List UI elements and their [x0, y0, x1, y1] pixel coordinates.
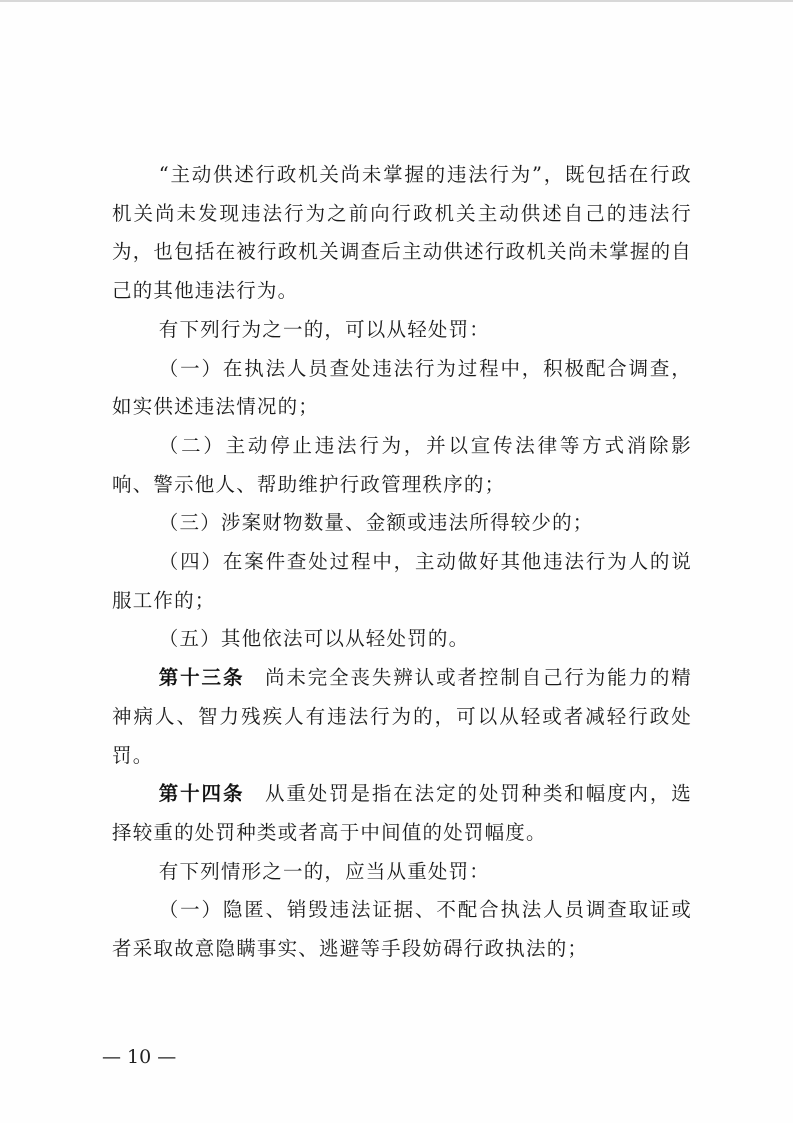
paragraph-voluntary-confession: “主动供述行政机关尚未掌握的违法行为”，既包括在行政机关尚未发现违法行为之前向行政机关主动供述自己的违法行为，也包括在被行政机关调查后主动供述行政机关尚未掌握的自己的其他违法行为。: [112, 163, 692, 303]
page-number: — 10 —: [102, 1046, 177, 1068]
article-13-text: 尚未完全丧失辨认或者控制自己行为能力的精神病人、智力残疾人有违法行为的，可以从轻或者减轻行政处罚。: [112, 666, 692, 767]
paragraph-lighter-penalty-intro: 有下列行为之一的，可以从轻处罚：: [158, 317, 490, 341]
list-item-lighter-5: （五）其他依法可以从轻处罚的。: [158, 627, 470, 651]
top-edge-rule: [0, 0, 793, 2]
list-item-lighter-2: （二）主动停止违法行为，并以宣传法律等方式消除影响、警示他人、帮助维护行政管理秩序的；: [112, 433, 692, 496]
article-14: [112, 775, 692, 852]
article-14-heading: 第十四条: [158, 782, 245, 806]
list-item-lighter-4: （四）在案件查处过程中，主动做好其他违法行为人的说服工作的；: [112, 550, 692, 612]
article-14-text: 从重处罚是指在法定的处罚种类和幅度内，选择较重的处罚种类或者高于中间值的处罚幅度。: [112, 782, 692, 844]
list-item-heavier-1: （一）隐匿、销毁违法证据、不配合执法人员调查取证或者采取故意隐瞒事实、逃避等手段妨碍行政执法的；: [112, 898, 692, 961]
paragraph-heavier-penalty-intro: 有下列情形之一的，应当从重处罚：: [158, 859, 490, 883]
list-item-lighter-3: （三）涉案财物数量、金额或违法所得较少的；: [158, 511, 594, 535]
article-13: [112, 659, 692, 775]
document-body: [112, 156, 692, 969]
list-item-lighter-1: （一）在执法人员查处违法行为过程中，积极配合调查，如实供述违法情况的；: [112, 356, 692, 419]
article-13-heading: 第十三条: [158, 666, 245, 690]
